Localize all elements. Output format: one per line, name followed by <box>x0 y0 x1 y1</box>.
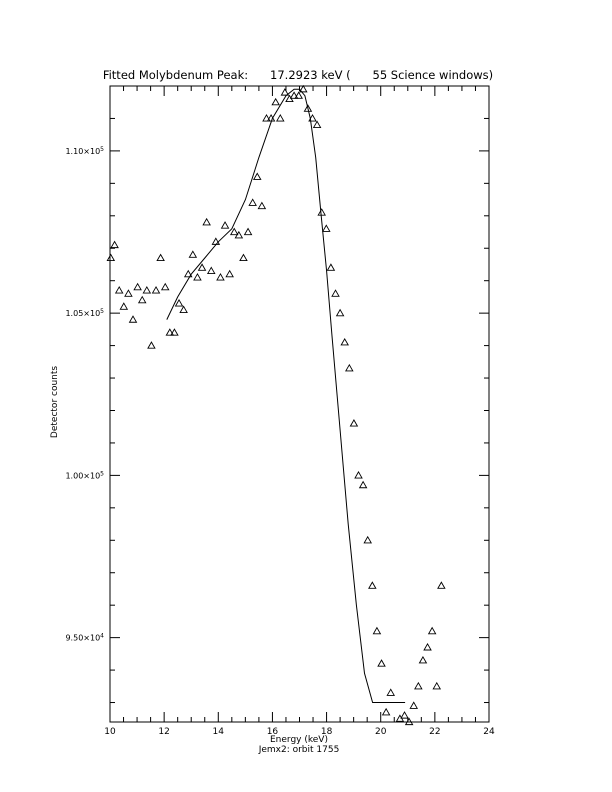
x-tick-label: 12 <box>158 727 170 737</box>
data-point <box>162 284 169 290</box>
data-point <box>157 254 164 260</box>
chart-subtitle: Jemx2: orbit 1755 <box>258 745 340 755</box>
x-tick-label: 14 <box>212 727 225 737</box>
data-point <box>148 342 155 348</box>
data-point <box>130 316 137 322</box>
data-point <box>337 310 344 316</box>
data-point <box>143 287 150 293</box>
data-point <box>180 306 187 312</box>
data-points <box>107 86 445 725</box>
data-point <box>433 683 440 689</box>
data-point <box>153 287 160 293</box>
data-point <box>383 709 390 715</box>
data-point <box>346 365 353 371</box>
data-point <box>369 582 376 588</box>
y-tick-label: $1.05\times 10^5$ <box>65 308 104 319</box>
x-tick-label: 16 <box>266 727 279 737</box>
data-point <box>194 274 201 280</box>
y-tick-label: $9.50\times 10^4$ <box>65 632 104 643</box>
data-point <box>323 225 330 231</box>
data-point <box>139 297 146 303</box>
data-point <box>208 267 215 273</box>
data-point <box>226 271 233 277</box>
data-point <box>134 284 141 290</box>
data-point <box>245 229 252 235</box>
data-point <box>217 274 224 280</box>
data-point <box>327 264 334 270</box>
data-point <box>222 222 229 228</box>
plot-border <box>110 86 489 722</box>
data-point <box>240 254 247 260</box>
data-point <box>258 203 265 209</box>
chart-title: Fitted Molybdenum Peak: 17.2923 keV ( 55 Science windows) <box>102 68 494 82</box>
x-tick-label: 18 <box>320 727 333 737</box>
data-point <box>314 121 321 127</box>
data-point <box>438 582 445 588</box>
plot-frame <box>110 86 489 722</box>
y-tick-label: $1.00\times 10^5$ <box>65 470 104 481</box>
data-point <box>415 683 422 689</box>
data-point <box>429 628 436 634</box>
x-axis-label: Energy (keV) <box>270 735 328 745</box>
data-point <box>254 173 261 179</box>
data-point <box>360 482 367 488</box>
data-point <box>350 420 357 426</box>
data-point <box>277 115 284 121</box>
y-axis-label: Detector counts <box>50 365 60 439</box>
data-point <box>355 472 362 478</box>
y-tick-label: $1.10\times 10^5$ <box>65 145 104 156</box>
data-point <box>419 657 426 663</box>
data-point <box>249 199 256 205</box>
y-axis <box>65 86 489 703</box>
x-tick-label: 24 <box>483 727 495 737</box>
data-point <box>341 339 348 345</box>
data-point <box>364 537 371 543</box>
data-point <box>387 689 394 695</box>
x-axis <box>104 86 495 737</box>
data-point <box>272 99 279 105</box>
data-point <box>203 219 210 225</box>
data-point <box>107 254 114 260</box>
data-point <box>199 264 206 270</box>
x-tick-label: 20 <box>374 727 387 737</box>
x-tick-label: 10 <box>104 727 116 737</box>
data-point <box>401 712 408 718</box>
data-point <box>318 209 325 215</box>
data-point <box>332 290 339 296</box>
data-point <box>120 303 127 309</box>
data-point <box>189 251 196 257</box>
fit-curve <box>167 89 405 702</box>
data-point <box>373 628 380 634</box>
data-point <box>125 290 132 296</box>
data-point <box>424 644 431 650</box>
data-point <box>111 242 118 248</box>
data-point <box>176 300 183 306</box>
x-tick-label: 22 <box>429 727 441 737</box>
data-point <box>410 702 417 708</box>
data-point <box>116 287 123 293</box>
data-point <box>378 660 385 666</box>
